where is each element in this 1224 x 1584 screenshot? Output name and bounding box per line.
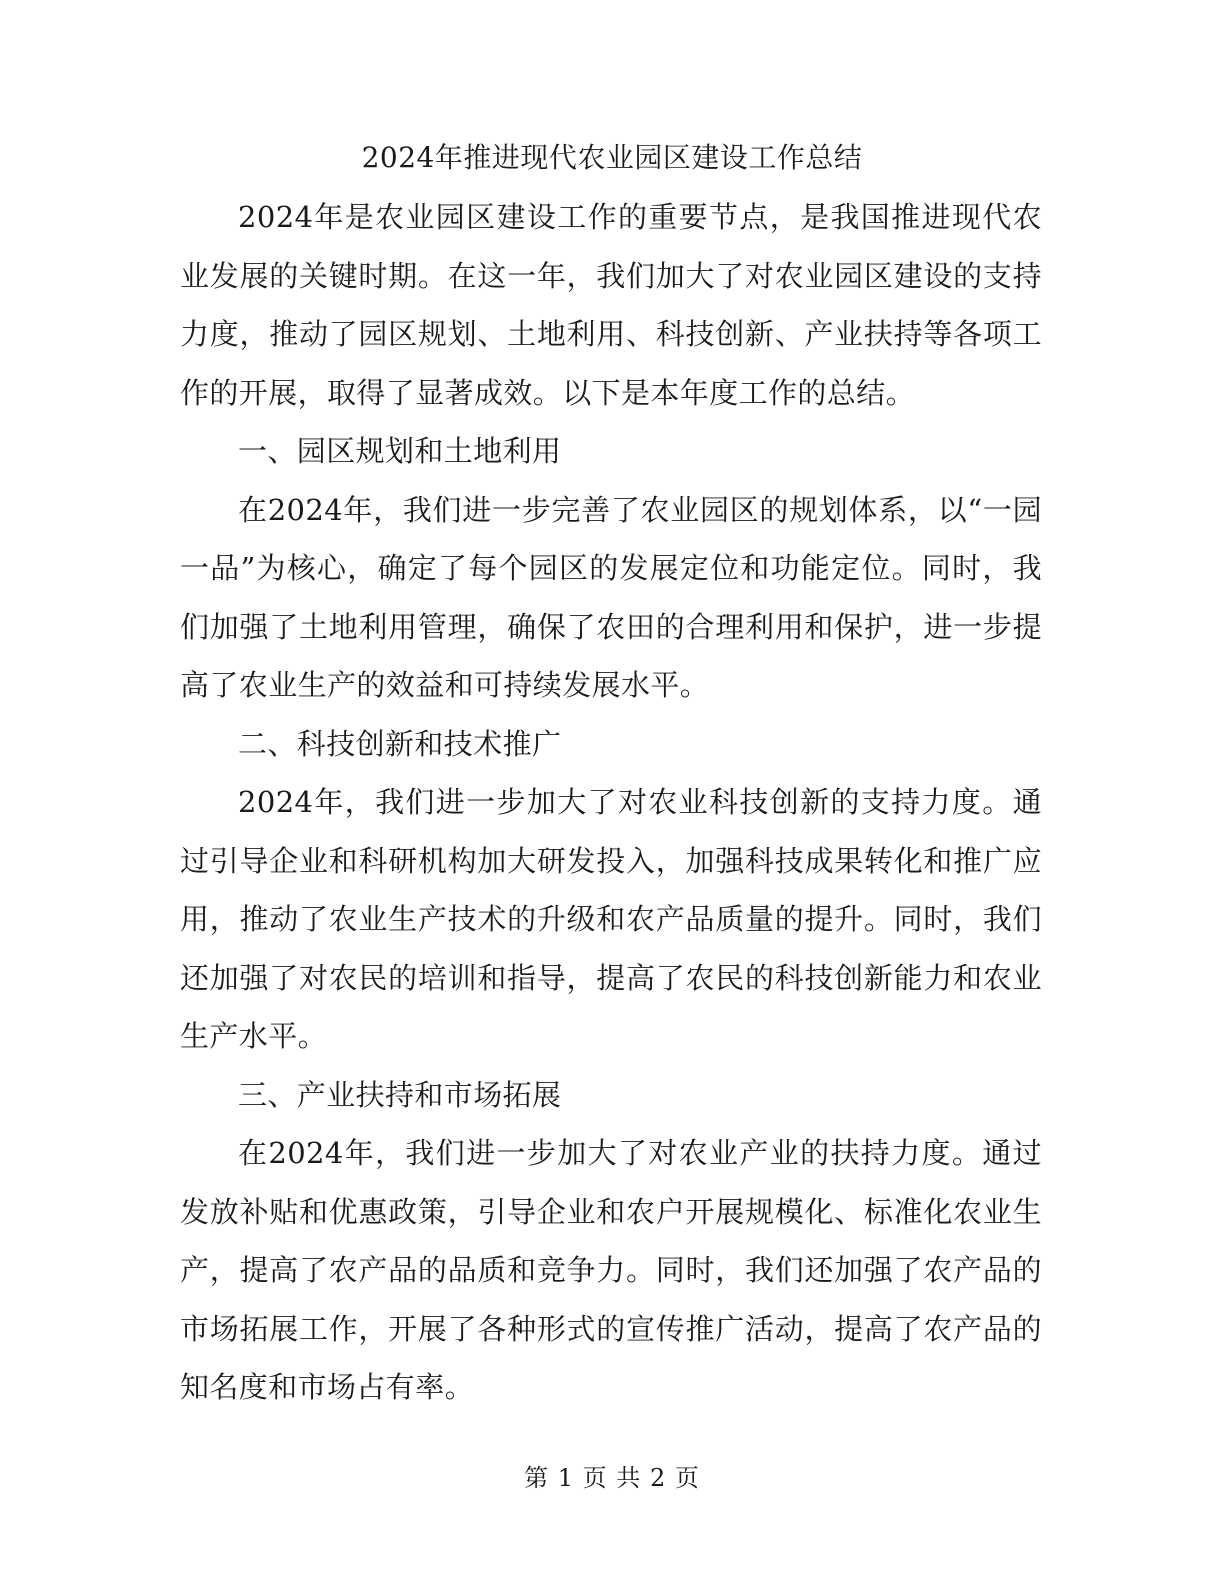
page-number-footer: 第 1 页 共 2 页 xyxy=(524,1464,700,1492)
section-heading-planning: 一、园区规划和土地利用 xyxy=(238,434,562,468)
intro-paragraph: 2024年是农业园区建设工作的重要节点，是我国推进现代农业发展的关键时期。在这一年，我们加大了对农业园区建设的支持力度，推动了园区规划、土地利用、科技创新、产业扶持等各项工作的开展，取得了显著成效。以下是本年度工作的总结。 xyxy=(180,200,1042,410)
section-heading-technology: 二、科技创新和技术推广 xyxy=(238,726,562,761)
section-body-industry: 在2024年，我们进一步加大了对农业产业的扶持力度。通过发放补贴和优惠政策，引导企业和农户开展规模化、标准化农业生产，提高了农产品的品质和竞争力。同时，我们还加强了农产品的市场拓展工作，开展了各种形式的宣传推广活动，提高了农产品的知名度和市场占有率。 xyxy=(180,1136,1042,1404)
section-heading-industry: 三、产业扶持和市场拓展 xyxy=(238,1077,562,1112)
section-body-planning: 在2024年，我们进一步完善了农业园区的规划体系，以“一园一品”为核心，确定了每个园区的发展定位和功能定位。同时，我们加强了土地利用管理，确保了农田的合理利用和保护，进一步提高了农业生产的效益和可持续发展水平。 xyxy=(180,492,1042,702)
document-body xyxy=(180,188,1042,1417)
section-body-technology: 2024年，我们进一步加大了对农业科技创新的支持力度。通过引导企业和科研机构加大研发投入，加强科技成果转化和推广应用，推动了农业生产技术的升级和农产品质量的提升。同时，我们还加强了对农民的培训和指导，提高了农民的科技创新能力和农业生产水平。 xyxy=(180,785,1042,1053)
document-title: 2024年推进现代农业园区建设工作总结 xyxy=(361,141,863,174)
